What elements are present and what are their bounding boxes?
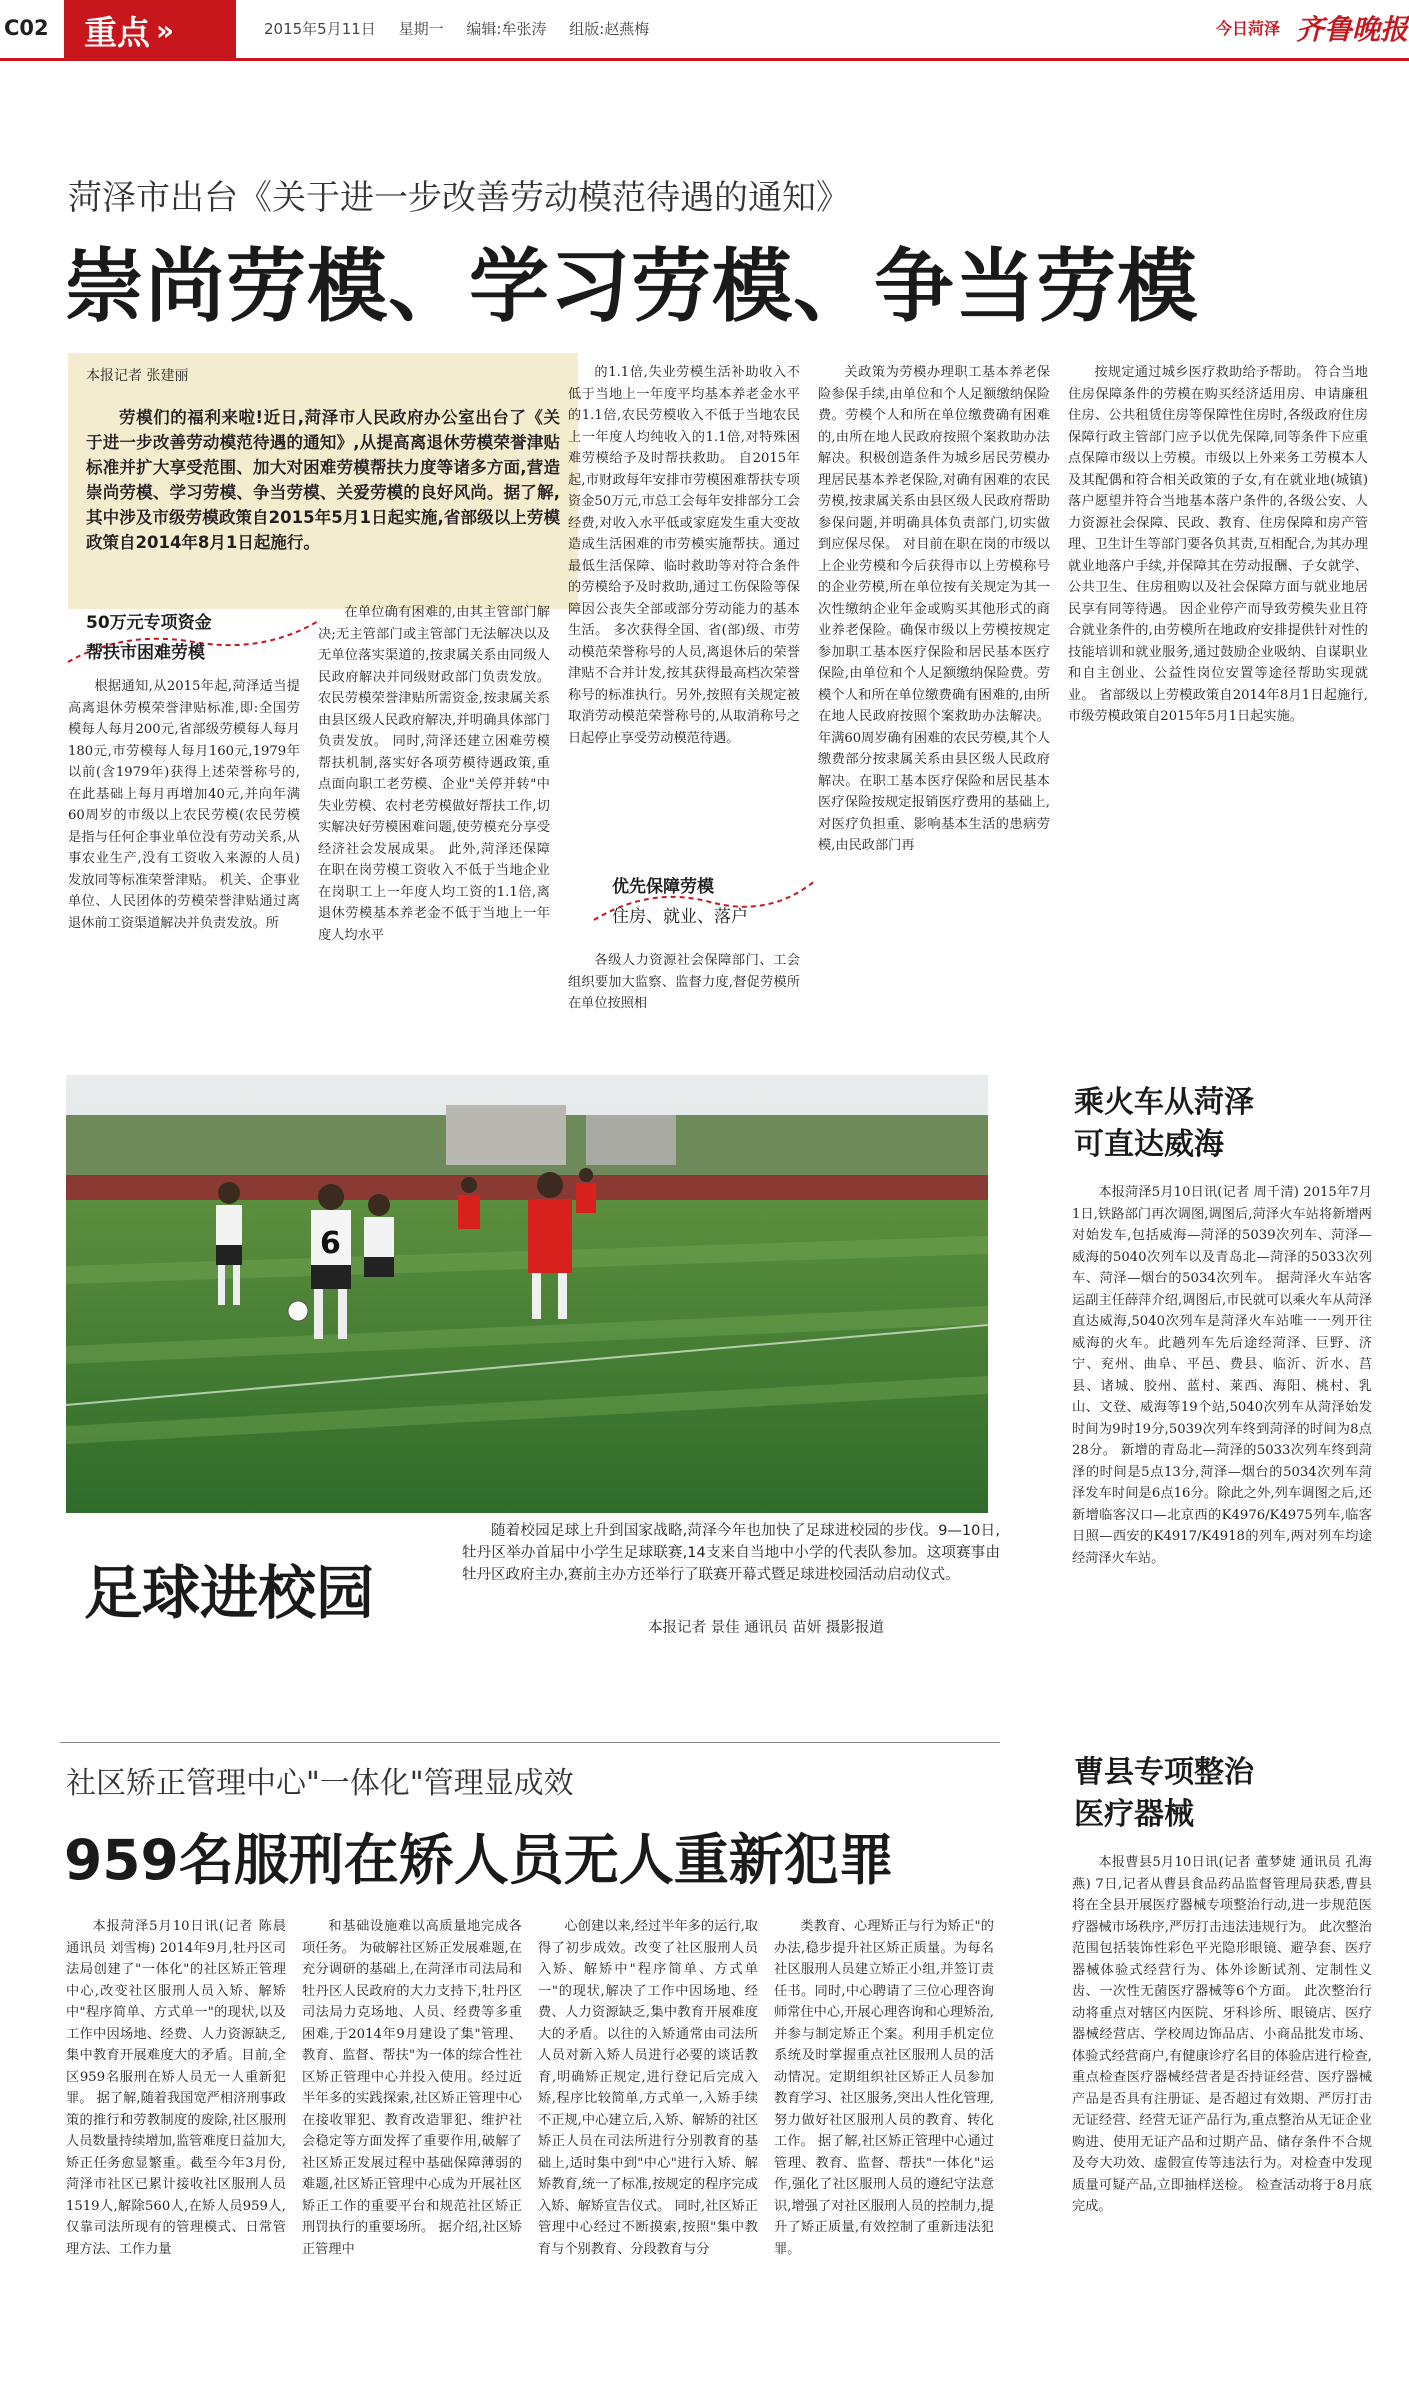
double-chevron-icon: » [156,13,175,47]
photo-caption: 随着校园足球上升到国家战略,菏泽今年也加快了足球进校园的步伐。9—10日,牡丹区举办首届中小学生足球联赛,14支来自当地中小学的代表队参加。这项赛事由牡丹区政府主办,赛前主办方还举行了联赛开幕式暨足球进校园活动启动仪式。 [462,1523,1000,1583]
lead-subhead-2b: 住房、就业、落户 [612,907,748,927]
issue-layout: 组版:赵燕梅 [569,20,650,38]
lead-column-1 [68,676,300,1060]
side2-headline-2: 医疗器械 [1074,1797,1194,1832]
lead-intro: 劳模们的福利来啦!近日,菏泽市人民政府办公室出台了《关于进一步改善劳动模范待遇的通知》,从提高离退休劳模荣誉津贴标准并扩大享受范围、加大对困难劳模帮扶力度等诸多方面,营造崇尚劳模、学习劳模、争当劳模、关爱劳模的良好风尚。据了解,其中涉及市级劳模政策自2015年5月1日起实施,省部级以上劳模政策自2014年8月1日起施行。 [86,408,560,552]
issue-meta [264,18,667,39]
lead-column-3b [568,950,800,1060]
paper-logo: 齐鲁晚报 [1296,13,1409,46]
section-divider [60,1742,1000,1743]
bottom-kicker: 社区矫正管理中心"一体化"管理显成效 [66,1766,574,1801]
lead-col3b-text: 各级人力资源社会保障部门、工会组织要加大监察、监督力度,督促劳模所在单位按照相 [568,953,800,1011]
lead-col3-text: 的1.1倍,失业劳模生活补助收入不低于当地上一年度平均基本养老金水平的1.1倍,农民劳模收入不低于当地农民上一年度人均纯收入的1.1倍,对特殊困难劳模给予及时帮扶救助。 自2015年起,市财政每年安排市劳模困难帮扶专项资金50万元,市总工会每年安排部分工会经费,对收入水平低或家庭发生重大变故造成生活困难的市劳模实施帮扶。通过最低生活保障、临时救助等对符合条件的劳模给予及时救助,通过工伤保险等保障因公丧失全部或部分劳动能力的基本生活。 多次获得全国、省(部)级、市劳动模范荣誉称号的人员,离退休后的荣誉津贴不合并计发,按其获得最高档次荣誉称号的标准执行。另外,按照有关规定被取消劳动模范荣誉称号的,从取消称号之日起停止享受劳动模范待遇。 [568,365,800,746]
lead-col2-text: 在单位确有困难的,由其主管部门解决;无主管部门或主管部门无法解决以及无单位落实渠道的,按隶属关系由同级人民政府解决并同级财政部门负责发放。农民劳模荣誉津贴所需资金,按隶属关系由县区级人民政府解决,并明确具体部门负责发放。 同时,菏泽还建立困难劳模帮扶机制,落实好各项劳模待遇政策,重点面向职工老劳模、企业"关停并转"中失业劳模、农村老劳模做好帮扶工作,切实解决好劳模困难问题,使劳模充分享受经济社会发展成果。 此外,菏泽还保障在职在岗劳模工资收入不低于当地企业在岗职工上一年度人均工资的1.1倍,离退休劳模基本养老金不低于当地上一年度人均水平 [318,605,550,943]
edition-label: 今日菏泽 [1216,19,1281,38]
lead-column-2 [318,602,550,1060]
section-banner [64,0,236,60]
lead-subhead-1b: 帮扶市困难劳模 [86,643,205,663]
side2-body [1072,1852,1372,2372]
side1-headline-1: 乘火车从菏泽 [1074,1085,1254,1120]
football-photo [66,1075,988,1513]
lead-col5-text: 按规定通过城乡医疗救助给予帮助。 符合当地住房保障条件的劳模在购买经济适用房、申请廉租住房、公共租赁住房等保障性住房时,各级政府住房保障行政主管部门应予以优先保障,同等条件下应重点保障市级以上劳模。市级以上外来务工劳模本人及其配偶和符合相关政策的子女,有在就业地(城镇)落户愿望并符合当地基本落户条件的,各级公安、人力资源社会保障、民政、教育、住房保障和房产管理、卫生计生等部门要各负其责,互相配合,为其办理就业地落户手续,并保障其在劳动报酬、子女就学、公共卫生、住房租购以及社会保障方面与就业地居民享有同等待遇。 因企业停产而导致劳模失业且符合就业条件的,由劳模所在地政府安排提供针对性的技能培训和就业服务,通过鼓励企业吸纳、自谋职业和自主创业、公益性岗位安置等途径帮助实现就业。 省部级以上劳模政策自2014年8月1日起施行,市级劳模政策自2015年5月1日起实施。 [1068,365,1368,724]
lead-subhead-2a: 优先保障劳模 [612,877,714,897]
issue-editor: 编辑:牟张涛 [466,20,547,38]
issue-weekday: 星期一 [398,20,444,38]
lead-column-4 [818,362,1050,1060]
player-white-mid [364,1194,394,1277]
bottom-column-2 [302,1916,522,2370]
lead-col4-text: 关政策为劳模办理职工基本养老保险参保手续,由单位和个人足额缴纳保险费。劳模个人和所在单位缴费确有困难的,由所在地人民政府按照个案救助办法解决。积极创造条件为城乡居民劳模办理居民基本养老保险,对确有困难的农民劳模,按隶属关系由县区级人民政府帮助参保问题,并明确具体负责部门,切实做到应保尽保。 对目前在职在岗的市级以上企业劳模和今后获得市以上劳模称号的企业劳模,所在单位按有关规定为其一次性缴纳企业年金或购买其他形式的商业养老保险。确保市级以上劳模按规定参加职工基本医疗保险和居民基本医疗保险,由单位和个人足额缴纳保险费。劳模个人和所在单位缴费确有困难的,由所在地人民政府按照个案救助办法解决。年满60周岁确有困难的农民劳模,其个人缴费部分按隶属关系由县区级人民政府解决。在职工基本医疗保险和居民基本医疗保险按规定报销医疗费用的基础上,对医疗负担重、影响基本生活的患病劳模,由民政部门再 [818,365,1050,853]
lead-kicker: 菏泽市出台《关于进一步改善劳动模范待遇的通知》 [68,178,850,218]
bottom-col1-text: 本报菏泽5月10日讯(记者 陈晨 通讯员 刘雪梅) 2014年9月,牡丹区司法局创建了"一体化"的社区矫正管理中心,改变社区服刑人员入矫、解矫中"程序简单、方式单一"的现状,以及工作中因场地、经费、人力资源缺乏,集中教育开展难度大的矛盾。目前,全区959名服刑在矫人员无一人重新犯罪。 据了解,随着我国宽严相济刑事政策的推行和劳教制度的废除,社区服刑人员数量持续增加,监管难度日益加大,矫正任务愈显繁重。截至今年3月份,菏泽市社区已累计接收社区服刑人员1519人,解除560人,在矫人员959人,仅靠司法所现有的管理模式、日常管理方法、工作力量 [66,1919,286,2257]
section-label: 重点 [84,12,150,52]
lead-column-5 [1068,362,1368,1060]
side2-text: 本报曹县5月10日讯(记者 董梦婕 通讯员 孔海燕) 7日,记者从曹县食品药品监督管理局获悉,曹县将在全县开展医疗器械专项整治行动,进一步规范医疗器械市场秩序,严厉打击违法违规行为。 此次整治范围包括装饰性彩色平光隐形眼镜、避孕套、医疗器械体验式经营行为、体外诊断试剂、定制性义齿、一次性无菌医疗器械等6个方面。 此次整治行动将重点对辖区内医院、牙科诊所、眼镜店、医疗器械经营店、学校周边饰品店、小商品批发市场、体验式经营商户,有健康诊疗名目的体验店进行检查,重点检查医疗器械经营者是否持证经营、医疗器械产品是否具有注册证、是否超过有效期、严厉打击无证经营、经营无证产品行为,重点整治从无证企业购进、使用无证产品和过期产品、储存条件不合规及夸大功效、虚假宣传等违法行为。对检查中发现质量可疑产品,立即抽样送检。 检查活动将于8月底完成。 [1072,1855,1372,2214]
photo-title: 足球进校园 [84,1559,375,1627]
lead-col1-text: 根据通知,从2015年起,菏泽适当提高离退休劳模荣誉津贴标准,即:全国劳模每人每月200元,省部级劳模每人每月180元,市劳模每人每月160元,1979年以前(含1979年)获得上述荣誉称号的,在此基础上每月再增加40元,并向年满60周岁的市级以上农民劳模(农民劳模是指与任何企事业单位没有劳动关系,从事农业生产,没有工资收入来源的人员)发放同等标准荣誉津贴。 机关、企事业单位、人民团体的劳模荣誉津贴通过离退休前工资渠道解决并负责发放。所 [68,679,300,931]
side2-headline-1: 曹县专项整治 [1074,1755,1254,1790]
bottom-column-4 [774,1916,994,2370]
side1-body [1072,1182,1372,1720]
bottom-col4-text: 类教育、心理矫正与行为矫正"的办法,稳步提升社区矫正质量。为每名社区服刑人员建立矫正小组,并签订责任书。同时,中心聘请了三位心理咨询师常住中心,开展心理咨询和心理矫治,并参与制定矫正个案。利用手机定位系统及时掌握重点社区服刑人员的活动情况。定期组织社区矫正人员参加教育学习、社区服务,突出人性化管理,努力做好社区服刑人员的教育、转化工作。 据了解,社区矫正管理中心通过管理、教育、监督、帮扶"一体化"运作,强化了社区服刑人员的遵纪守法意识,增强了对社区服刑人员的控制力,提升了矫正质量,有效控制了重新违法犯罪。 [774,1919,994,2257]
side1-text: 本报菏泽5月10日讯(记者 周千清) 2015年7月1日,铁路部门再次调图,调图后,菏泽火车站将新增两对始发车,包括威海—菏泽的5039次列车、菏泽—威海的5040次列车以及青岛北—菏泽的5033次列车、菏泽—烟台的5034次列车。 据菏泽火车站客运副主任薛萍介绍,调图后,市民就可以乘火车从菏泽直达威海,5040次列车是菏泽火车站唯一一列开往威海的火车。此趟列车先后途经菏泽、巨野、济宁、兖州、曲阜、平邑、费县、临沂、沂水、莒县、诸城、胶州、蓝村、莱西、海阳、桃村、乳山、文登、威海等19个站,5040次列车从菏泽始发时间为9时19分,5039次列车终到菏泽的时间为8点28分。 新增的青岛北—菏泽的5033次列车终到菏泽的时间是5点13分,菏泽—烟台的5034次列车菏泽发车时间是6点16分。除此之外,列车调图之后,还新增临客汉口—北京西的K4976/K4975列车,临客日照—西安的K4917/K4918的列车,两对列车均途经菏泽火车站。 [1072,1185,1372,1566]
lead-column-3 [568,362,800,872]
lead-intro-box [68,353,578,609]
bottom-col2-text: 和基础设施难以高质量地完成各项任务。 为破解社区矫正发展难题,在充分调研的基础上,在菏泽市司法局和牡丹区人民政府的大力支持下,牡丹区司法局力克场地、人员、经费等多重困难,于2014年9月建设了集"管理、教育、监督、帮扶"为一体的综合性社区矫正管理中心并投入使用。经过近半年多的实践探索,社区矫正管理中心在接收罪犯、教育改造罪犯、维护社会稳定等方面发挥了重要作用,破解了社区矫正发展过程中基础保障薄弱的难题,社区矫正管理中心成为开展社区矫正工作的重要平台和规范社区矫正刑罚执行的重要场所。 据介绍,社区矫正管理中 [302,1919,522,2257]
jersey-number: 6 [320,1226,341,1261]
side1-headline-2: 可直达威海 [1074,1127,1224,1162]
bottom-headline: 959名服刑在矫人员无人重新犯罪 [64,1828,894,1892]
football-ball [288,1301,308,1321]
header-rule [0,58,1409,61]
page-number: C02 [4,16,49,40]
bottom-column-3 [538,1916,758,2370]
football-scene [66,1075,988,1513]
bottom-column-1 [66,1916,286,2370]
issue-date: 2015年5月11日 [264,20,376,38]
lead-subhead-1a: 50万元专项资金 [86,613,212,633]
player-red-far [458,1177,480,1229]
bottom-col3-text: 心创建以来,经过半年多的运行,取得了初步成效。改变了社区服刑人员入矫、解矫中"程序简单、方式单一"的现状,解决了工作中因场地、经费、人力资源缺乏,集中教育开展难度大的矛盾。以往的入矫通常由司法所人员对新入矫人员进行必要的谈话教育,明确矫正规定,进行登记后完成入矫,程序比较简单,方式单一,入矫手续不正规,中心建立后,入矫、解矫的社区矫正人员在司法所进行分别教育的基础上,适时集中到"中心"进行入矫、解矫教育,统一了标准,按规定的程序完成入矫、解矫宣告仪式。 同时,社区矫正管理中心经过不断摸索,按照"集中教育与个别教育、分段教育与分 [538,1919,758,2257]
lead-byline: 本报记者 张建丽 [86,368,189,384]
photo-credit: 本报记者 景佳 通讯员 苗妍 摄影报道 [648,1620,884,1636]
lead-headline: 崇尚劳模、学习劳模、争当劳模 [64,240,1198,333]
